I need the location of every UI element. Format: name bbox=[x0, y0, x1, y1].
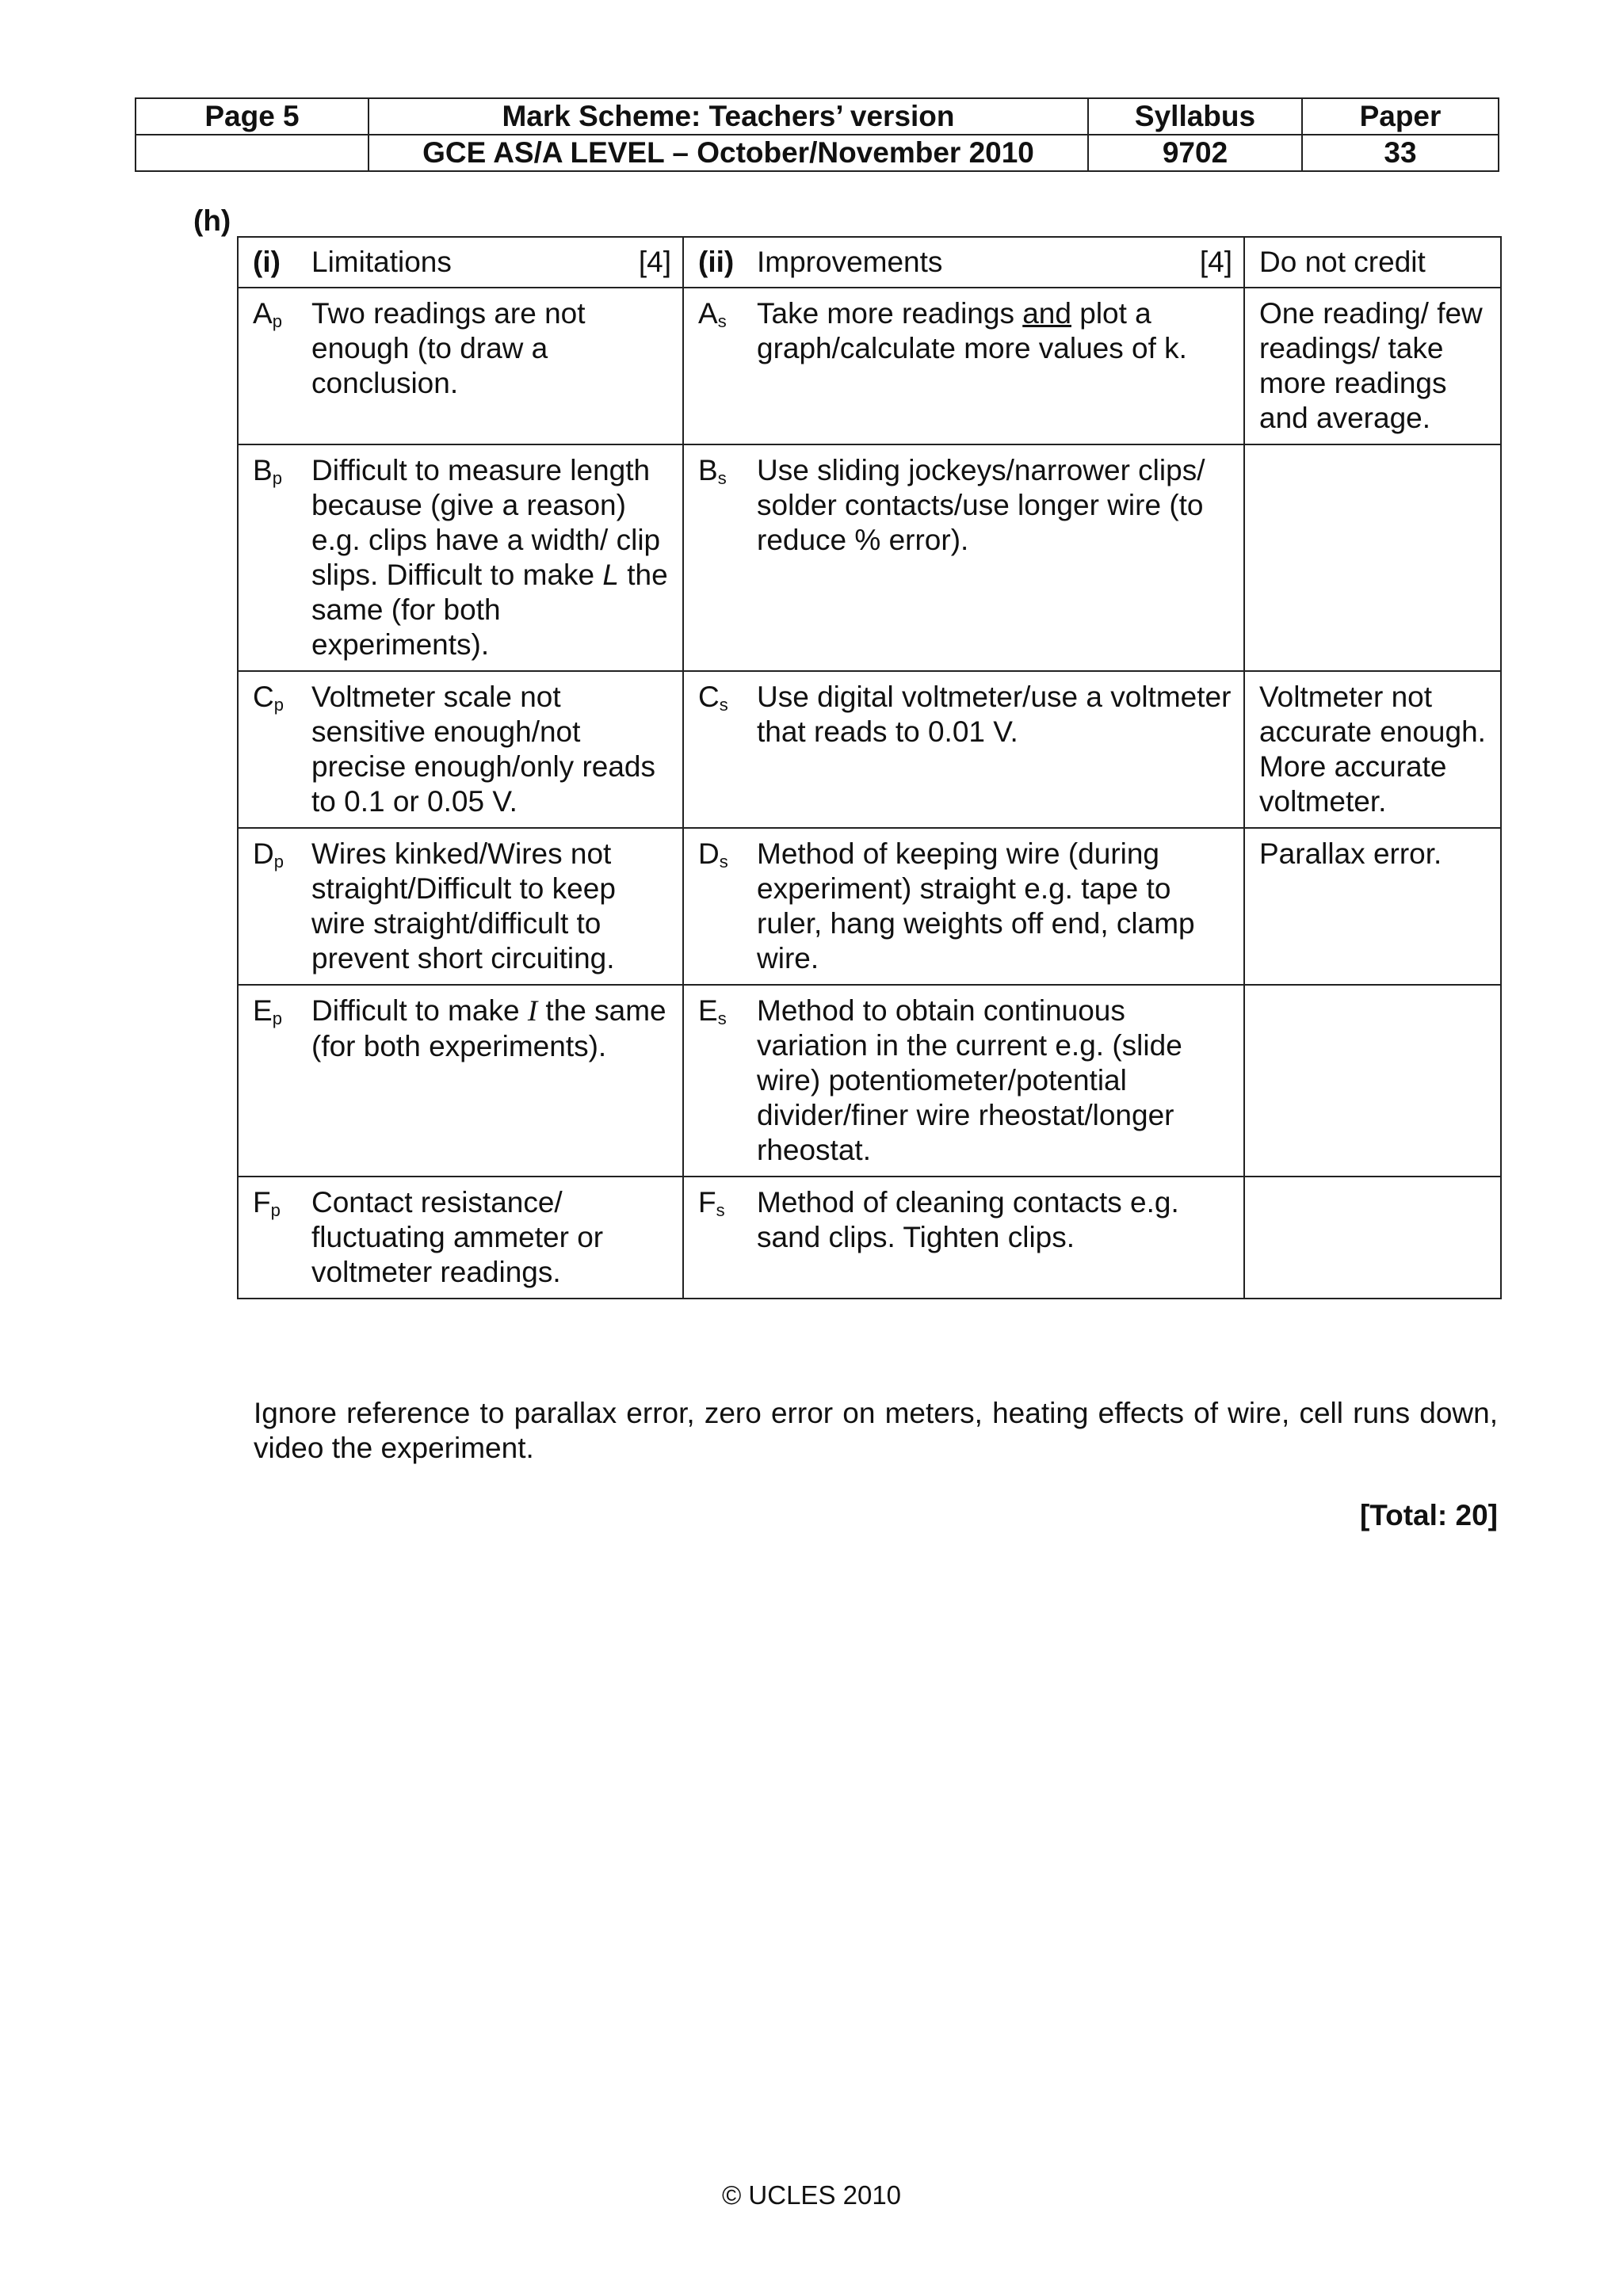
paper-value: 33 bbox=[1302, 135, 1499, 171]
improvement-cell bbox=[683, 444, 1244, 671]
section-label: (h) bbox=[193, 204, 231, 237]
limitations-number: (i) bbox=[253, 246, 281, 278]
copyright-footer: © UCLES 2010 bbox=[721, 2180, 902, 2210]
do-not-credit-cell bbox=[1244, 985, 1501, 1177]
limitation-cell bbox=[238, 828, 683, 985]
improvement-key: $A_s$ bbox=[698, 297, 727, 331]
limitation-cell bbox=[238, 444, 683, 671]
document-title: Mark Scheme: Teachers’ version bbox=[369, 98, 1088, 135]
limitations-mark: [4] bbox=[638, 246, 671, 278]
table-row bbox=[238, 444, 1501, 671]
do-not-credit-cell bbox=[1244, 444, 1501, 671]
improvement-text: Method to obtain continuous variation in the current e.g. (slide wire) potentiometer/potential divider/finer wire rheostat/longer rheostat. bbox=[757, 994, 1182, 1166]
do-not-credit-cell: Parallax error. bbox=[1244, 828, 1501, 985]
do-not-credit-cell: Voltmeter not accurate enough. More accurate voltmeter. bbox=[1244, 671, 1501, 828]
limitation-key: $E_p$ bbox=[253, 994, 282, 1028]
header-table bbox=[135, 97, 1499, 172]
table-row bbox=[238, 1177, 1501, 1299]
improvements-header bbox=[683, 237, 1244, 288]
limitation-cell bbox=[238, 1177, 683, 1299]
improvement-cell bbox=[683, 828, 1244, 985]
limitation-text: Voltmeter scale not sensitive enough/not precise enough/only reads to 0.1 or 0.05 V. bbox=[311, 681, 656, 818]
limitation-text: Wires kinked/Wires not straight/Difficult to keep wire straight/difficult to prevent short circuiting. bbox=[311, 837, 616, 974]
limitation-cell bbox=[238, 985, 683, 1177]
do-not-credit-cell: One reading/ few readings/ take more readings and average. bbox=[1244, 288, 1501, 444]
improvement-key: $E_s$ bbox=[698, 994, 727, 1028]
limitation-key: $A_p$ bbox=[253, 297, 282, 331]
improvement-text: Take more readings and plot a graph/calculate more values of k. bbox=[757, 297, 1187, 364]
limitation-cell bbox=[238, 288, 683, 444]
do-not-credit-label: Do not credit bbox=[1259, 246, 1426, 278]
table-row bbox=[238, 828, 1501, 985]
improvements-label: Improvements bbox=[757, 246, 943, 278]
improvement-text: Use sliding jockeys/narrower clips/ solder contacts/use longer wire (to reduce % error). bbox=[757, 454, 1205, 556]
limitation-text: Difficult to make I the same (for both experiments). bbox=[311, 994, 666, 1062]
limitation-text: Contact resistance/ fluctuating ammeter or voltmeter readings. bbox=[311, 1186, 604, 1288]
do-not-credit-header bbox=[1244, 237, 1501, 288]
syllabus-value: 9702 bbox=[1088, 135, 1302, 171]
syllabus-label: Syllabus bbox=[1088, 98, 1302, 135]
total-marks: [Total: 20] bbox=[1359, 1499, 1498, 1531]
limitation-key: $B_p$ bbox=[253, 454, 282, 488]
improvement-text: Use digital voltmeter/use a voltmeter that reads to 0.01 V. bbox=[757, 681, 1232, 748]
paper-label: Paper bbox=[1302, 98, 1499, 135]
improvement-text: Method of keeping wire (during experiment) straight e.g. tape to ruler, hang weights off end, clamp wire. bbox=[757, 837, 1195, 974]
limitation-cell bbox=[238, 671, 683, 828]
limitations-header bbox=[238, 237, 683, 288]
limitation-key: $D_p$ bbox=[253, 837, 284, 871]
limitation-text: Difficult to measure length because (give a reason) e.g. clips have a width/ clip slips. Difficult to make L the same (for both experiments). bbox=[311, 454, 668, 661]
ignore-note: Ignore reference to parallax error, zero error on meters, heating effects of wire, cell runs down, video the experiment. bbox=[254, 1397, 1498, 1464]
limitations-label: Limitations bbox=[311, 246, 452, 278]
improvement-key: $B_s$ bbox=[698, 454, 727, 488]
improvement-cell bbox=[683, 288, 1244, 444]
improvements-number: (ii) bbox=[698, 246, 735, 278]
do-not-credit-cell bbox=[1244, 1177, 1501, 1299]
table-row bbox=[238, 288, 1501, 444]
improvement-cell bbox=[683, 671, 1244, 828]
limitation-key: $F_p$ bbox=[253, 1186, 281, 1220]
improvements-mark: [4] bbox=[1199, 246, 1232, 278]
limitation-text: Two readings are not enough (to draw a conclusion. bbox=[311, 297, 586, 399]
improvement-key: $D_s$ bbox=[698, 837, 728, 871]
improvement-cell bbox=[683, 985, 1244, 1177]
improvement-key: $C_s$ bbox=[698, 681, 728, 715]
header-empty-cell bbox=[136, 135, 369, 171]
table-header-row bbox=[238, 237, 1501, 288]
improvement-text: Method of cleaning contacts e.g. sand clips. Tighten clips. bbox=[757, 1186, 1179, 1253]
document-subtitle: GCE AS/A LEVEL – October/November 2010 bbox=[369, 135, 1088, 171]
improvement-cell bbox=[683, 1177, 1244, 1299]
page-number: Page 5 bbox=[136, 98, 369, 135]
limitation-key: $C_p$ bbox=[253, 681, 284, 715]
improvement-key: $F_s$ bbox=[698, 1186, 725, 1220]
mark-scheme-table bbox=[237, 236, 1502, 1299]
table-row bbox=[238, 671, 1501, 828]
table-row bbox=[238, 985, 1501, 1177]
